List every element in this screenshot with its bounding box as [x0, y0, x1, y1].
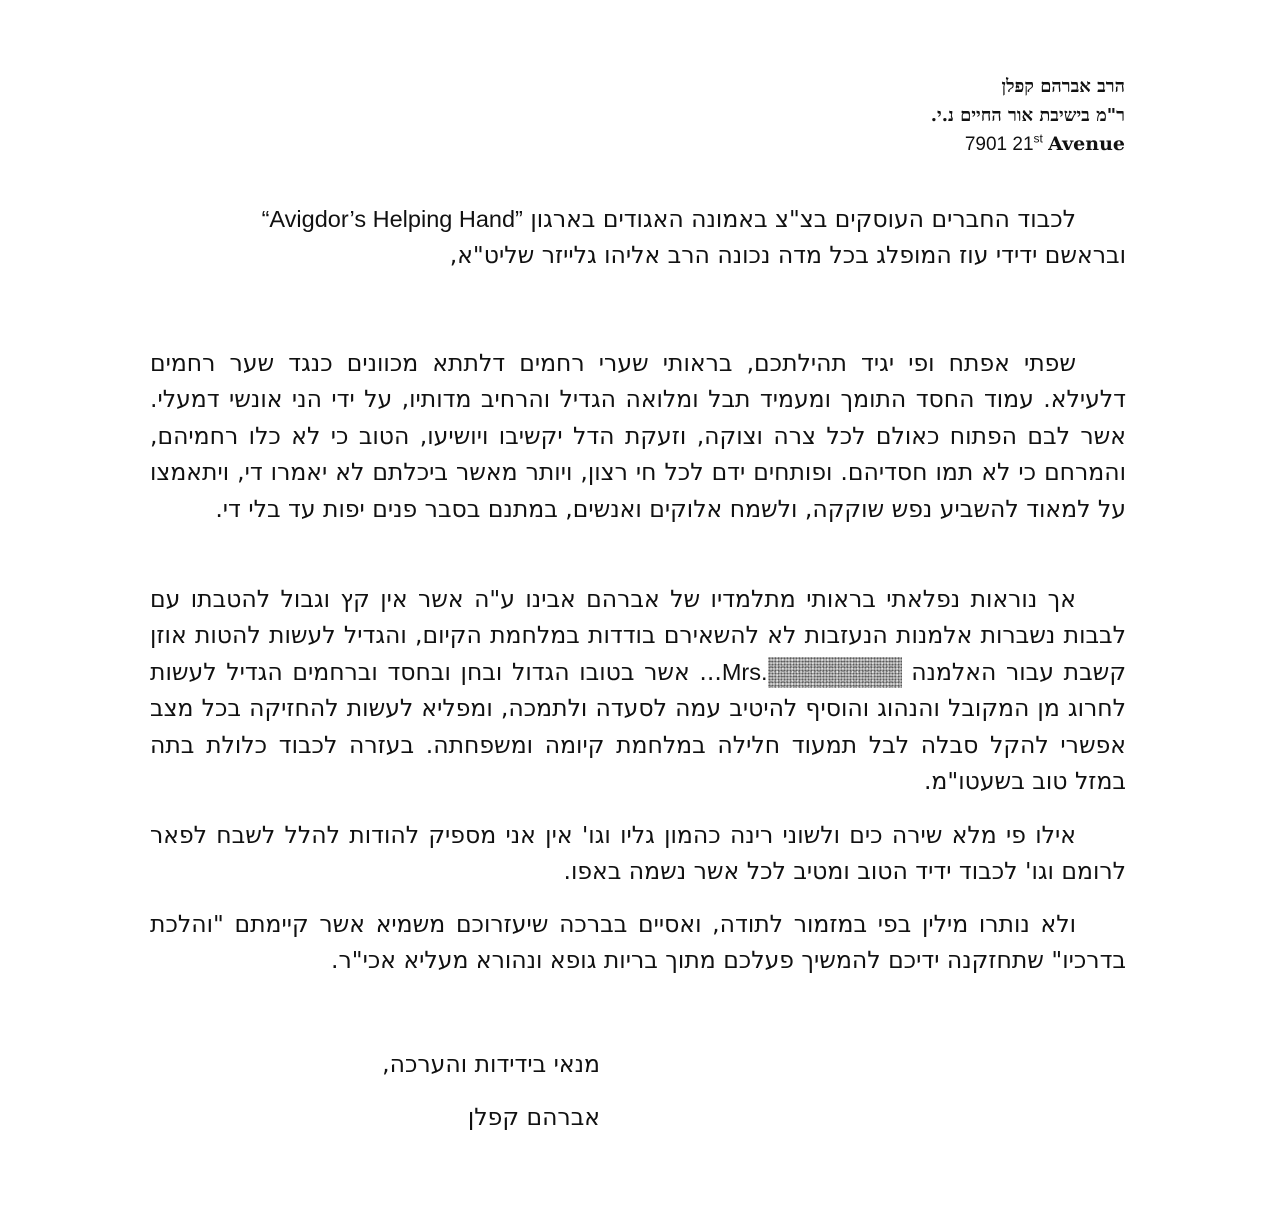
honorific-mrs: Mrs. — [721, 658, 768, 685]
organization-name: “Avigdor’s Helping Hand” — [261, 206, 523, 232]
address-ordinal: st — [1033, 131, 1043, 146]
salutation-line-1-text: לכבוד החברים העוסקים בצ"צ באמונה האגודים בארגון — [522, 205, 1076, 233]
letterhead — [931, 72, 1125, 159]
letterhead-title: ר"מ בישיבת אור החיים נ.י. — [930, 105, 1125, 126]
paragraph-1-text: שפתי אפתח ופי יגיד תהילתכם, בראותי שערי רחמים דלתתא מכוונים כנגד שער רחמים דלעילא. עמוד החסד התומך ומעמיד תבל ומלואה הגדיל והרחיב מדותיו, על ידי הני אונשי דמעלי. אשר לבם הפתוח כאולם לכל צרה וצוקה, וזעקת הדל יקשיבו ויושיעו, הטוב כי לא כלו רחמיהם, והמרחם כי לא תמו חסדיהם. ופותחים ידם לכל חי רצון, ויותר מאשר ביכלתם לא יאמרו די, ויתאמצו על למאוד להשביע נפש שוקקה, ולשמח אלוקים ואנשים, במתנם בסבר פנים יפות עד בלי די. — [150, 349, 1126, 523]
paragraph-2 — [150, 581, 1126, 799]
signature-name: אברהם קפלן — [467, 1103, 600, 1131]
letterhead-name: הרב אברהם קפלן — [1001, 76, 1125, 97]
salutation-line-2: ובראשם ידידי עוז המופלג בכל מדה נכונה הרב אליהו גלייזר שליט"א, — [449, 241, 1126, 270]
salutation — [150, 201, 1126, 274]
paragraph-3 — [150, 817, 1126, 890]
paragraph-2-text — [150, 581, 1126, 799]
letterhead-address — [931, 130, 1125, 159]
paragraph-3-text: אילו פי מלא שירה כים ולשוני רינה כהמון גליו וגו' אין אני מספיק להודות להלל לשבח לפאר לרומם וגו' לכבוד ידיד הטוב ומטיב לכל אשר נשמה באפו. — [150, 821, 1126, 886]
closing-line: מנאי בידידות והערכה, — [382, 1050, 600, 1078]
paragraph-2-part-1: אך נוראות נפלאתי בראותי מתלמדיו של אברהם אבינו ע"ה אשר אין קץ וגבול להטבתו עם לבבות נשברות אלמנות הנעזבות לא להשאירם בודדות במלחמת הקיום, והגדיל לעשות להטות אוזן קשבת עבור האלמנה — [150, 585, 1126, 686]
paragraph-1 — [150, 345, 1126, 527]
salutation-line-1 — [150, 201, 1126, 237]
address-street: Avenue — [1048, 133, 1125, 155]
paragraph-4 — [150, 906, 1126, 979]
paragraph-4-text: ולא נותרו מילין בפי במזמור לתודה, ואסיים בברכה שיעזרוכם משמיא אשר קיימתם "והלכת בדרכיו" שתחזקנה ידיכם להמשיך פעלכם מתוך בריות גופא ונהורא מעליא אכי"ר. — [150, 910, 1126, 975]
address-number: 7901 21 — [964, 134, 1034, 155]
redacted-name-block — [768, 657, 902, 688]
paragraph-2-part-2: ... אשר בטובו הגדול ובחן ובחסד וברחמים הגדיל לעשות לחרוג מן המקובל והנהוג והוסיף להיטיב עמה לסעדה ולתמכה, ומפליא לעשות להחזיקה בכל מצב אפשרי להקל סבלה לבל תמעוד חלילה במלחמת קיומה ומשפחתה. בעזרה לכבוד כלולת בתה במזל טוב בשעטו"מ. — [150, 657, 1126, 796]
